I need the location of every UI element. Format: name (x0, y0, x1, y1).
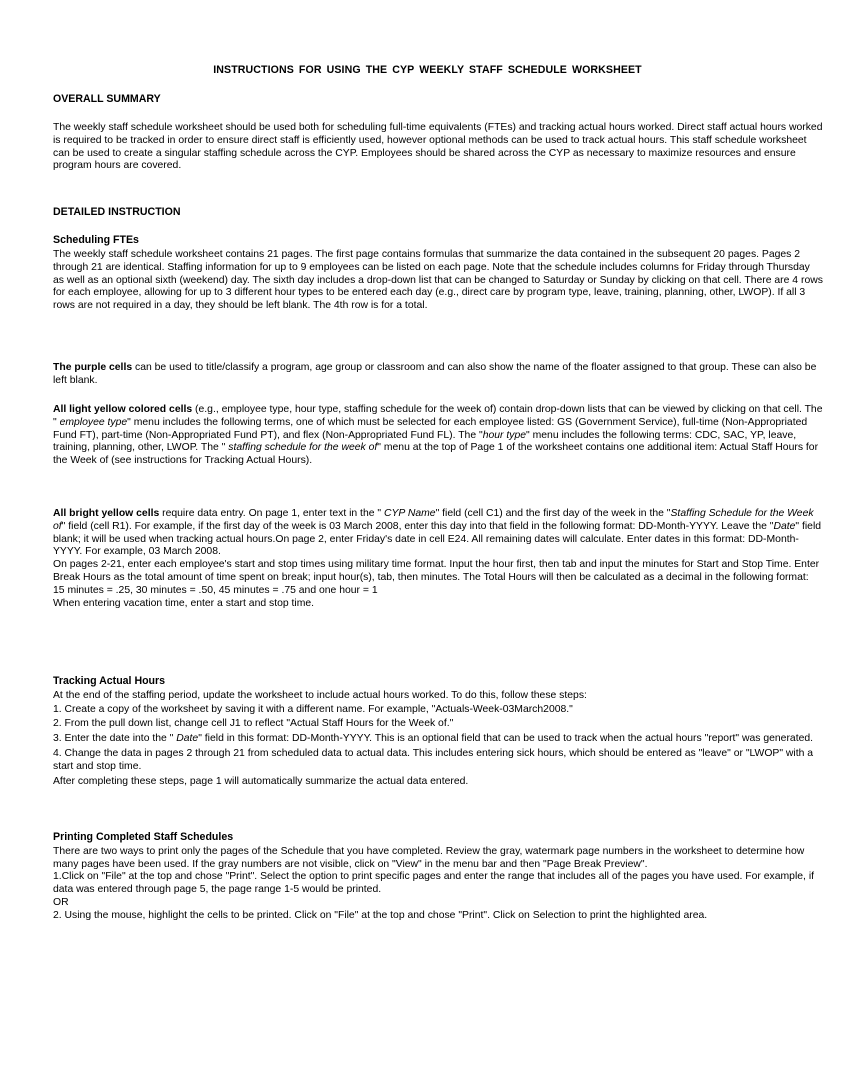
bright-yellow-paragraph (53, 508, 823, 559)
tracking-step-3 (53, 733, 823, 746)
tracking-step-3-text-2: " field in this format: DD-Month-YYYY. This is an optional field that can be used to track when the actual hours "report" was generated. (198, 733, 814, 745)
tracking-step-3-text-1: 3. Enter the date into the " (53, 733, 177, 745)
light-yellow-paragraph (53, 404, 823, 468)
printing-option-2: 2. Using the mouse, highlight the cells to be printed. Click on "File" at the top and chose "Print". Click on Selection to print the highlighted area. (53, 909, 708, 921)
staffing-schedule-term: staffing schedule for the week of (228, 442, 378, 454)
bright-yellow-text-4: " field blank; it will be used when tracking actual hours.On page 2, enter Friday's date in cell E24. All remaining dates will calculate. Enter dates in this format: DD-Month-YYYY. For example, 03 March 2008. (53, 520, 822, 558)
printing-or: OR (53, 896, 69, 908)
overall-summary-text: The weekly staff schedule worksheet should be used both for scheduling full-time equivalents (FTEs) and tracking actual hours worked. Direct staff actual hours worked is required to be tracked in order to ensure direct staff is efficiently used, however optional methods can be used to track actual hours. This staff schedule worksheet can be used to create a singular staffing schedule across the CYP. Employees should be shared across the CYP as necessary to maximize resources and ensure program hours are covered. (53, 122, 823, 172)
bright-yellow-label: All bright yellow cells (53, 508, 160, 519)
tracking-section (53, 675, 823, 788)
purple-cells-text: can be used to title/classify a program, age group or classroom and can also show the name of the floater assigned to that group. These can also be left blank. (53, 362, 817, 386)
light-yellow-text-3: " menu includes the following terms: CDC, SAC, YP, leave, training, planning, other, LWOP. The " (53, 429, 797, 454)
scheduling-heading: Scheduling FTEs (53, 234, 139, 246)
scheduling-text: The weekly staff schedule worksheet contains 21 pages. The first page contains formulas that summarize the data contained in the subsequent 20 pages. Pages 2 through 21 are identical. Staffing information for up to 9 employees can be listed on each page. Note that the schedule includes columns for Friday through Thursday as well as an optional sixth (weekend) day. The sixth day includes a drop-down list that can be changed to Saturday or Sunday by clicking on that cell. There are 4 rows for each employee, allowing for up to 3 different hour types to be entered each day (e.g., direct care by program type, leave, training, planning, other, LWOP). If all 3 rows are not required in a day, they should be left blank. The 4th row is for a total. (53, 249, 823, 312)
purple-cells-paragraph (53, 362, 823, 388)
detailed-instruction-heading: DETAILED INSTRUCTION (53, 206, 181, 218)
cyp-name-term: CYP Name (383, 508, 436, 519)
printing-section (53, 831, 823, 923)
bright-yellow-line-3: 15 minutes = .25, 30 minutes = .50, 45 minutes = .75 and one hour = 1 (53, 584, 378, 596)
employee-type-term: employee type (59, 416, 128, 428)
staffing-schedule-week-term: Staffing Schedule for the Week of (53, 508, 814, 532)
purple-cells-label: The purple cells (53, 362, 133, 373)
light-yellow-label: All light yellow colored cells (53, 404, 193, 415)
hour-type-term: hour type (482, 429, 527, 441)
bright-yellow-line-2: On pages 2-21, enter each employee's start and stop times using military time format. Input the hour first, then tab and input the minutes for Start and Stop Time. Enter Break Hours as the total amount of time spent on break; input hour(s), tab, then minutes. The Total Hours will then be calculated as a decimal in the following format: (53, 559, 820, 583)
tracking-step-4: 4. Change the data in pages 2 through 21 from scheduled data to actual data. This includes entering sick hours, which should be entered as "leave" or "LWOP" with a start and stop time. (53, 747, 814, 772)
light-yellow-text-2: " menu includes the following terms, one of which must be selected for each employee listed: GS (Government Service), full-time (Non-Appropriated Fund FT), part-time (Non-Appropriated Fund PT), and flex (Non-Appropriated Fund FL). The " (53, 416, 808, 441)
tracking-step-1: 1. Create a copy of the worksheet by saving it with a different name. For example, "Actuals-Week-03March2008." (53, 703, 573, 715)
date-term: Date (773, 520, 796, 532)
tracking-date-term: Date (176, 733, 199, 745)
tracking-step-2: 2. From the pull down list, change cell J1 to reflect "Actual Staff Hours for the Week of." (53, 718, 454, 730)
tracking-intro: At the end of the staffing period, update the worksheet to include actual hours worked. To do this, follow these steps: (53, 689, 587, 701)
printing-heading: Printing Completed Staff Schedules (53, 831, 234, 843)
tracking-after: After completing these steps, page 1 will automatically summarize the actual data entered. (53, 775, 469, 787)
page-title: INSTRUCTIONS FOR USING THE CYP WEEKLY STAFF SCHEDULE WORKSHEET (213, 64, 642, 76)
bright-yellow-text-1: require data entry. On page 1, enter text in the " (159, 508, 384, 519)
tracking-heading: Tracking Actual Hours (53, 675, 166, 687)
printing-intro: There are two ways to print only the pages of the Schedule that you have completed. Review the gray, watermark page numbers in the worksheet to determine how many pages have been used. If the gray numbers are not visible, click on "View" in the menu bar and then "Page Break Preview". (53, 845, 805, 870)
bright-yellow-text-2: " field (cell C1) and the first day of the week in the " (435, 508, 671, 519)
bright-yellow-line-4: When entering vacation time, enter a start and stop time. (53, 597, 315, 609)
light-yellow-text-4: " menu at the top of Page 1 of the worksheet contains one additional item: Actual Staff Hours for the Week of (see instructions for Tracking Actual Hours). (53, 442, 819, 467)
bright-yellow-section (53, 508, 823, 610)
bright-yellow-text-3: " field (cell R1). For example, if the first day of the week is 03 March 2008, enter this day into that field in the following format: DD-Month-YYYY. Leave the " (61, 520, 774, 532)
light-yellow-text-1: (e.g., employee type, hour type, staffing schedule for the week of) contain drop-down lists that can be viewed by clicking on that cell. The " (53, 404, 823, 428)
printing-option-1: 1.Click on "File" at the top and chose "Print". Select the option to print specific pages and enter the range that includes all of the pages you have used. For example, if data was entered through page 5, the page range 1-5 would be printed. (53, 871, 815, 896)
overall-summary-heading: OVERALL SUMMARY (53, 93, 161, 105)
